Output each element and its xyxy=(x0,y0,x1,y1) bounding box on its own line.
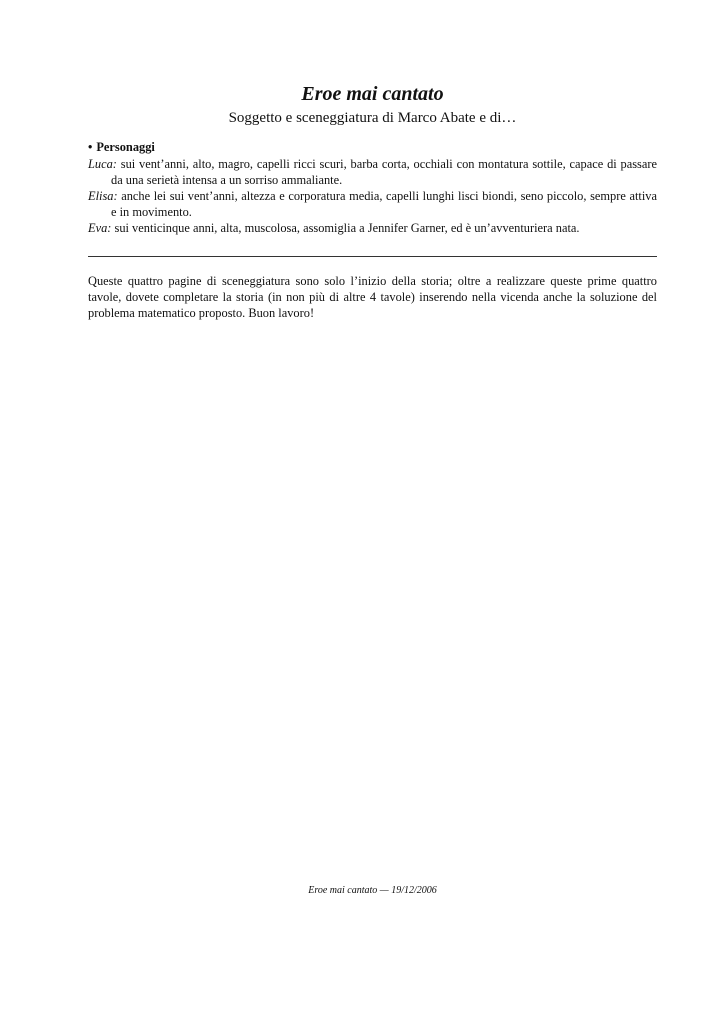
character-name: Elisa: xyxy=(88,189,118,203)
character-description: anche lei sui vent’anni, altezza e corporatura media, capelli lunghi lisci biondi, seno piccolo, sempre attiva e in movimento. xyxy=(111,189,657,219)
character-entry-eva xyxy=(88,220,657,236)
bullet-icon: • xyxy=(88,140,93,154)
character-entry-luca xyxy=(88,156,657,188)
character-description: sui vent’anni, alto, magro, capelli ricci scuri, barba corta, occhiali con montatura sottile, capace di passare da una serietà intensa a un sorriso ammaliante. xyxy=(111,157,657,187)
page-subtitle: Soggetto e sceneggiatura di Marco Abate e di… xyxy=(228,110,517,126)
section-heading-label: Personaggi xyxy=(96,140,155,154)
page-footer: Eroe mai cantato — 19/12/2006 xyxy=(308,885,437,896)
character-name: Eva: xyxy=(88,221,112,235)
character-entry-elisa xyxy=(88,188,657,220)
horizontal-divider xyxy=(88,256,657,257)
section-heading xyxy=(88,139,657,155)
page-title: Eroe mai cantato xyxy=(301,83,444,105)
characters-section xyxy=(88,139,657,236)
intro-paragraph: Queste quattro pagine di sceneggiatura sono solo l’inizio della storia; oltre a realizzare queste prime quattro tavole, dovete completare la storia (in non più di altre 4 tavole) inserendo nella vicenda anche la soluzione del problema matematico proposto. Buon lavoro! xyxy=(88,274,657,320)
character-name: Luca: xyxy=(88,157,117,171)
character-description: sui venticinque anni, alta, muscolosa, assomiglia a Jennifer Garner, ed è un’avventuriera nata. xyxy=(114,221,580,235)
document-page xyxy=(88,0,657,1024)
